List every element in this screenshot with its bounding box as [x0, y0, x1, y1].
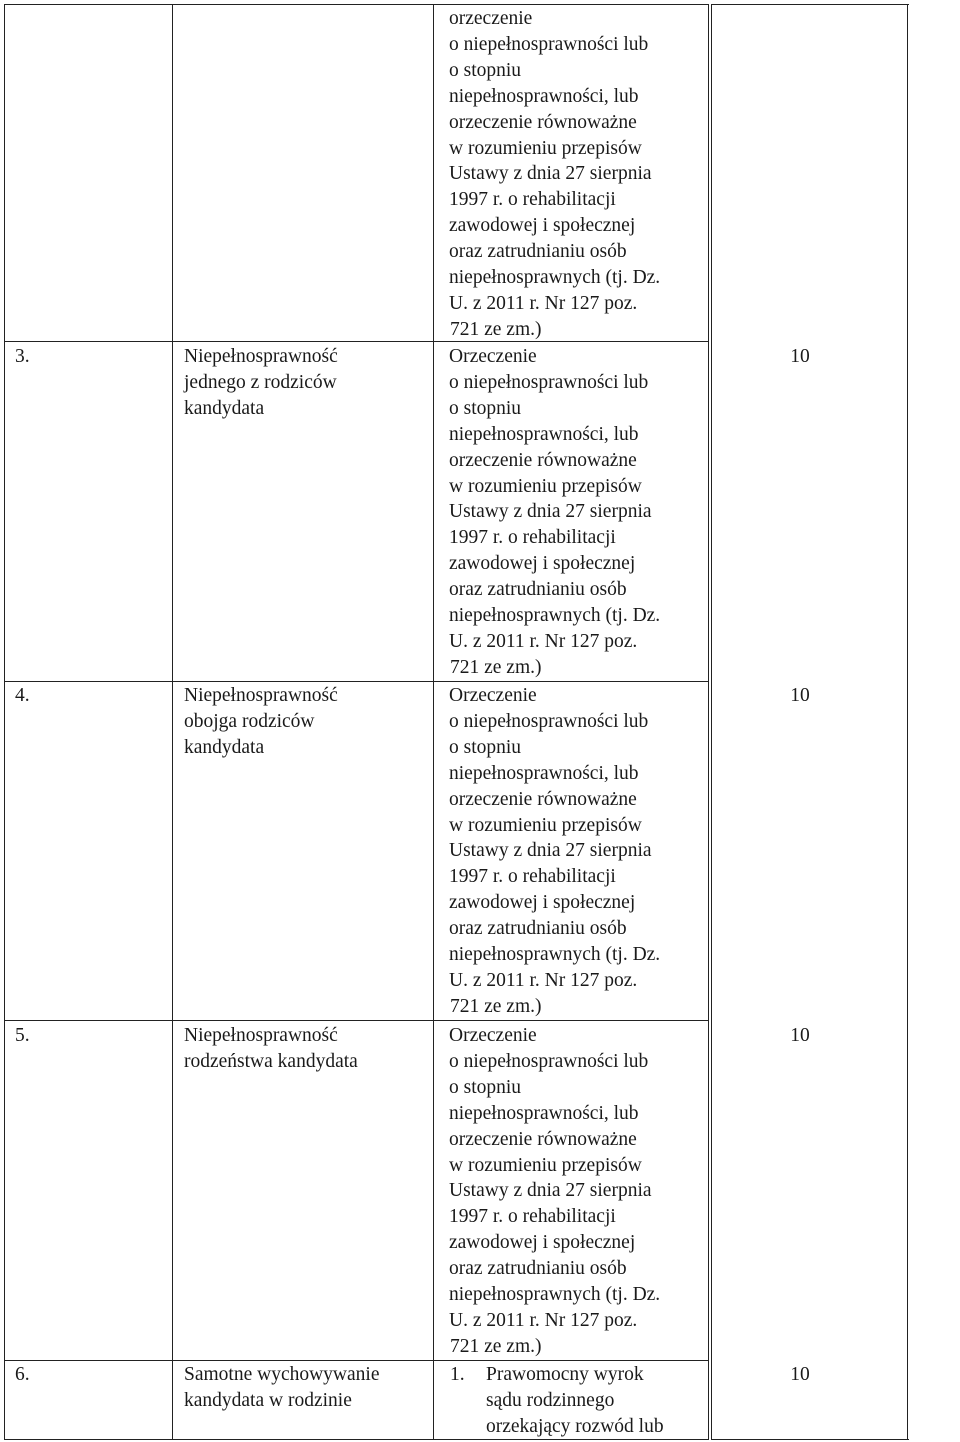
- doc-line: Orzeczenie: [449, 346, 537, 367]
- row-number: 5.: [15, 1025, 30, 1046]
- doc-line: 1997 r. o rehabilitacji: [449, 1206, 616, 1228]
- doc-line: niepełnosprawności, lub: [449, 762, 639, 784]
- criterion-line: Niepełnosprawność: [184, 1025, 338, 1046]
- table-rule: [172, 4, 173, 1440]
- table-rule: [433, 4, 434, 1440]
- doc-line: zawodowej i społecznej: [449, 892, 636, 914]
- doc-line: Ustawy z dnia 27 sierpnia: [449, 163, 652, 185]
- doc-line: orzeczenie równoważne: [449, 788, 637, 810]
- doc-line: niepełnosprawnych (tj. Dz.: [449, 605, 661, 627]
- doc-line: Prawomocny wyrok: [486, 1364, 644, 1385]
- doc-line: Orzeczenie: [449, 685, 537, 706]
- doc-line: niepełnosprawnych (tj. Dz.: [449, 267, 661, 289]
- doc-line: w rozumieniu przepisów: [449, 475, 642, 497]
- document-cell: [486, 1362, 664, 1440]
- doc-line: 721 ze zm.): [450, 995, 542, 1017]
- row-number: 4.: [15, 685, 30, 706]
- doc-line: zawodowej i społecznej: [449, 1232, 636, 1254]
- doc-line: o niepełnosprawności lub: [449, 1050, 649, 1072]
- doc-line: sądu rodzinnego: [486, 1389, 615, 1411]
- doc-line: orzeczenie równoważne: [449, 111, 637, 133]
- points-value: 10: [790, 685, 810, 706]
- doc-line: U. z 2011 r. Nr 127 poz.: [449, 969, 638, 991]
- row-number: 6.: [15, 1364, 30, 1385]
- criterion-line: kandydata: [184, 736, 265, 758]
- doc-line: niepełnosprawności, lub: [449, 85, 639, 107]
- criterion-line: Niepełnosprawność: [184, 346, 338, 367]
- doc-line: 721 ze zm.): [450, 656, 542, 678]
- doc-line: Ustawy z dnia 27 sierpnia: [449, 840, 652, 862]
- table-rule: [907, 4, 908, 1440]
- row-number: 3.: [15, 346, 30, 367]
- criterion-line: obojga rodziców: [184, 710, 315, 732]
- document-list-number: 1.: [450, 1364, 465, 1385]
- doc-line: niepełnosprawności, lub: [449, 1102, 639, 1124]
- criterion-line: kandydata w rodzinie: [184, 1389, 352, 1411]
- doc-line: orzeczenie równoważne: [449, 449, 637, 471]
- doc-line: o stopniu: [449, 59, 522, 81]
- doc-line: Ustawy z dnia 27 sierpnia: [449, 1180, 652, 1202]
- doc-line: oraz zatrudnianiu osób: [449, 1258, 627, 1280]
- criterion-line: rodzeństwa kandydata: [184, 1050, 358, 1072]
- doc-line: o niepełnosprawności lub: [449, 710, 649, 732]
- doc-line: niepełnosprawności, lub: [449, 423, 639, 445]
- doc-line: o niepełnosprawności lub: [449, 33, 649, 55]
- doc-line: w rozumieniu przepisów: [449, 814, 642, 836]
- document-cell: [449, 683, 660, 1020]
- doc-line: w rozumieniu przepisów: [449, 137, 642, 159]
- criterion-cell: [184, 1023, 358, 1075]
- criterion-line: Samotne wychowywanie: [184, 1364, 380, 1385]
- doc-line: orzeczenie: [449, 8, 533, 29]
- table-rule: [711, 4, 712, 1440]
- doc-line: w rozumieniu przepisów: [449, 1154, 642, 1176]
- doc-line: oraz zatrudnianiu osób: [449, 579, 627, 601]
- doc-line: niepełnosprawnych (tj. Dz.: [449, 1284, 661, 1306]
- doc-line: o niepełnosprawności lub: [449, 371, 649, 393]
- doc-line: 1997 r. o rehabilitacji: [449, 866, 616, 888]
- doc-line: Ustawy z dnia 27 sierpnia: [449, 501, 652, 523]
- doc-line: o stopniu: [449, 1076, 522, 1098]
- criterion-line: Niepełnosprawność: [184, 685, 338, 706]
- doc-line: zawodowej i społecznej: [449, 215, 636, 237]
- doc-line: niepełnosprawnych (tj. Dz.: [449, 944, 661, 966]
- table-rule: [711, 4, 909, 5]
- points-value: 10: [790, 1364, 810, 1385]
- doc-line: U. z 2011 r. Nr 127 poz.: [449, 1309, 638, 1331]
- points-value: 10: [790, 1025, 810, 1046]
- doc-line: o stopniu: [449, 736, 522, 758]
- doc-line: 721 ze zm.): [450, 1335, 542, 1357]
- doc-line: oraz zatrudnianiu osób: [449, 918, 627, 940]
- doc-line: Orzeczenie: [449, 1025, 537, 1046]
- doc-line: 1997 r. o rehabilitacji: [449, 527, 616, 549]
- doc-line: U. z 2011 r. Nr 127 poz.: [449, 630, 638, 652]
- doc-line: orzekający rozwód lub: [486, 1415, 664, 1437]
- doc-line: o stopniu: [449, 397, 522, 419]
- table-rule: [4, 1020, 709, 1021]
- document-cell: [449, 344, 660, 681]
- table-rule: [4, 4, 5, 1440]
- points-value: 10: [790, 346, 810, 367]
- doc-line: U. z 2011 r. Nr 127 poz.: [449, 292, 638, 314]
- table-rule: [711, 1439, 909, 1440]
- table-rule: [708, 4, 709, 1440]
- doc-line: zawodowej i społecznej: [449, 553, 636, 575]
- criterion-cell: [184, 1362, 380, 1414]
- criterion-cell: [184, 344, 338, 422]
- doc-line: 1997 r. o rehabilitacji: [449, 189, 616, 211]
- doc-line: orzeczenie równoważne: [449, 1128, 637, 1150]
- document-cell: [449, 1023, 660, 1360]
- document-cell-top: [449, 6, 660, 343]
- doc-line: oraz zatrudnianiu osób: [449, 241, 627, 263]
- criterion-line: kandydata: [184, 397, 265, 419]
- criterion-line: jednego z rodziców: [184, 371, 337, 393]
- doc-line: 721 ze zm.): [450, 318, 542, 340]
- criterion-cell: [184, 683, 338, 761]
